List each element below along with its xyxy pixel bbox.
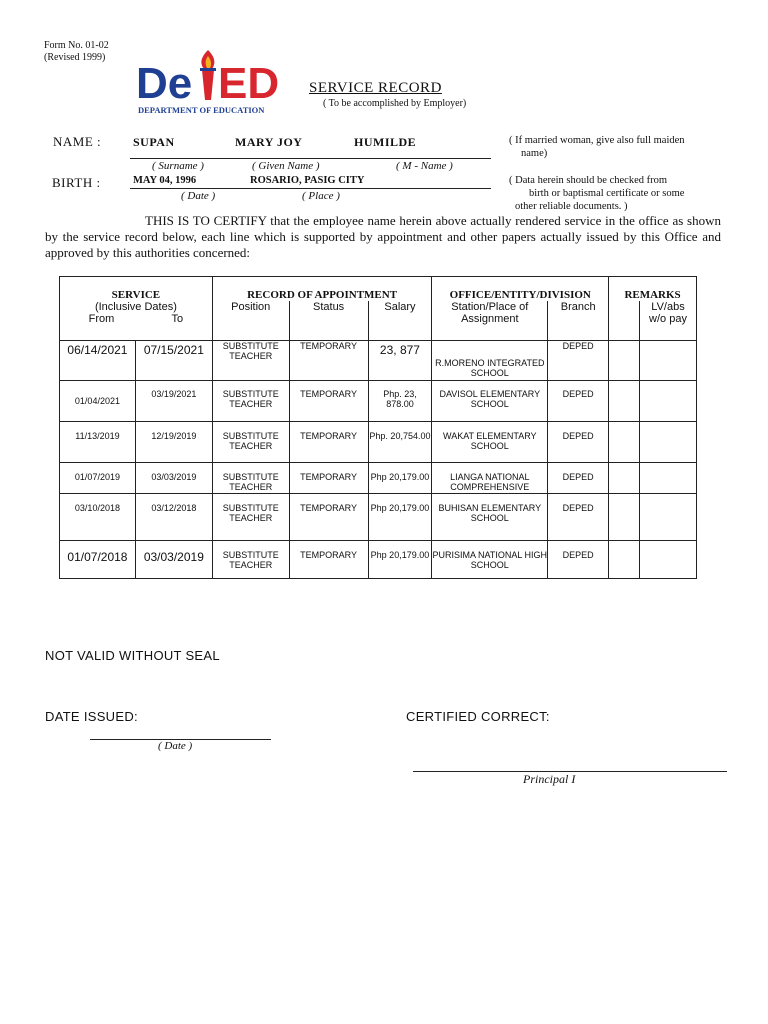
status-cell: TEMPORARY [289,463,368,494]
position-cell: SUBSTITUTE TEACHER [212,381,289,422]
remarks-cell [609,463,640,494]
lv-cell [640,463,697,494]
branch-header: Branch [548,301,609,341]
logo-de: De [136,59,193,108]
surname-value: SUPAN [133,135,175,149]
name-label: NAME : [53,134,102,149]
date-issued-caption: ( Date ) [158,740,193,752]
place-caption: ( Place ) [302,190,340,202]
deped-logo [136,48,296,118]
to-cell: 03/03/2019 [135,541,212,579]
remarks-cell [609,422,640,463]
status-cell: TEMPORARY [289,381,368,422]
logo-ed: ED [218,59,280,108]
table-row [60,494,697,541]
given-name-value: MARY JOY [235,135,303,149]
principal-caption: Principal I [523,772,576,786]
header-remarks: REMARKS [609,277,697,301]
to-header: To [171,312,184,325]
branch-cell: DEPED [548,463,609,494]
service-record-table [59,276,697,579]
lv-cell [640,341,697,381]
lv-cell [640,381,697,422]
station-cell: BUHISAN ELEMENTARY SCHOOL [432,494,548,541]
table-row [60,341,697,381]
to-cell: 03/19/2021 [135,381,212,422]
remarks-cell [609,341,640,381]
branch-cell: DEPED [548,541,609,579]
to-cell: 12/19/2019 [135,422,212,463]
date-issued-label: DATE ISSUED: [45,709,138,724]
header-office: OFFICE/ENTITY/DIVISION [432,277,609,301]
data-note: ( Data herein should be checked from birth or baptismal certificate or some other reliable documents. ) [509,175,685,212]
lv-cell [640,541,697,579]
remarks-cell [609,494,640,541]
remarks-blank-header [609,301,640,341]
middle-name-value: HUMILDE [354,135,417,149]
branch-cell: DEPED [548,422,609,463]
remarks-cell [609,541,640,579]
seal-note: NOT VALID WITHOUT SEAL [45,648,220,663]
station-cell: LIANGA NATIONAL COMPREHENSIVE [432,463,548,494]
salary-cell: Php. 23, 878.00 [368,381,432,422]
from-cell: 01/07/2019 [60,463,136,494]
torch-icon [200,50,216,100]
birth-place-value: ROSARIO, PASIG CITY [250,175,365,186]
birth-underline [130,188,491,189]
lv-cell [640,494,697,541]
salary-cell: Php 20,179.00 [368,463,432,494]
from-cell: 01/07/2018 [60,541,136,579]
table-row [60,381,697,422]
logo-subtitle: DEPARTMENT OF EDUCATION [138,105,265,115]
surname-caption: ( Surname ) [152,160,204,172]
married-note: ( If married woman, give also full maiden name) [509,135,685,159]
table-row [60,422,697,463]
salary-cell: Php. 20,754.00 [368,422,432,463]
to-cell: 03/03/2019 [135,463,212,494]
status-cell: TEMPORARY [289,494,368,541]
from-cell: 03/10/2018 [60,494,136,541]
from-cell: 01/04/2021 [60,381,136,422]
station-cell: DAVISOL ELEMENTARY SCHOOL [432,381,548,422]
from-cell: 06/14/2021 [60,341,136,381]
header-service: SERVICE [60,277,213,301]
status-cell: TEMPORARY [289,422,368,463]
middle-caption: ( M - Name ) [396,160,453,172]
from-header: From [88,312,115,325]
status-cell: TEMPORARY [289,541,368,579]
remarks-cell [609,381,640,422]
table-row [60,463,697,494]
position-cell: SUBSTITUTE TEACHER [212,541,289,579]
page-subtitle: ( To be accomplished by Employer) [323,98,467,109]
salary-header: Salary [368,301,432,341]
birth-date-value: MAY 04, 1996 [133,175,197,186]
station-cell: R.MORENO INTEGRATED SCHOOL [432,341,548,381]
birth-label: BIRTH : [52,175,101,190]
lv-header: LV/abs w/o pay [640,301,697,341]
page-title: SERVICE RECORD [309,80,442,96]
date-caption: ( Date ) [181,190,216,202]
from-cell: 11/13/2019 [60,422,136,463]
salary-cell: Php 20,179.00 [368,541,432,579]
position-cell: SUBSTITUTE TEACHER [212,341,289,381]
certified-correct-label: CERTIFIED CORRECT: [406,709,550,724]
branch-cell: DEPED [548,381,609,422]
branch-cell: DEPED [548,341,609,381]
station-cell: PURISIMA NATIONAL HIGH SCHOOL [432,541,548,579]
inclusive-dates-header: (Inclusive Dates) From To [60,301,213,341]
position-cell: SUBSTITUTE TEACHER [212,494,289,541]
status-cell: TEMPORARY [289,341,368,381]
to-cell: 03/12/2018 [135,494,212,541]
salary-cell: Php 20,179.00 [368,494,432,541]
to-cell: 07/15/2021 [135,341,212,381]
station-header: Station/Place of Assignment [432,301,548,341]
given-caption: ( Given Name ) [252,160,320,172]
table-row [60,541,697,579]
lv-cell [640,422,697,463]
branch-cell: DEPED [548,494,609,541]
position-header: Position [212,301,289,341]
salary-cell: 23, 877 [368,341,432,381]
station-cell: WAKAT ELEMENTARY SCHOOL [432,422,548,463]
position-cell: SUBSTITUTE TEACHER [212,422,289,463]
status-header: Status [289,301,368,341]
name-underline [130,158,491,159]
header-appointment: RECORD OF APPOINTMENT [212,277,432,301]
position-cell: SUBSTITUTE TEACHER [212,463,289,494]
certification-text: THIS IS TO CERTIFY that the employee name herein above actually rendered service in the office as shown by the service record below, each line which is supported by appointment and other papers actually issued by this Office and approved by this authorities concerned: [45,213,721,260]
form-number: Form No. 01-02 (Revised 1999) [44,40,109,63]
